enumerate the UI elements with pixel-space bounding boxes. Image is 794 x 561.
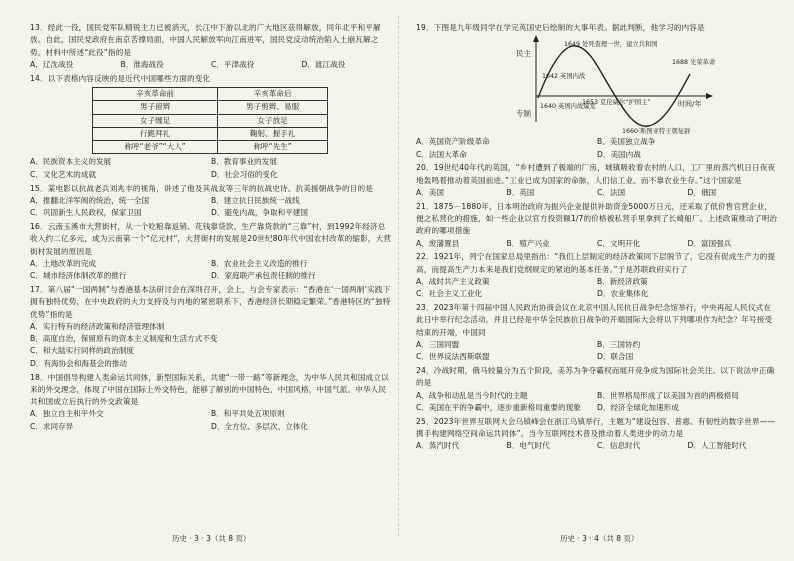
- table-cell: 称呼“老爷”“大人”: [93, 141, 218, 154]
- option-c: C．和大陆实行同样的政治制度: [30, 346, 135, 356]
- question-18-options: [30, 408, 392, 433]
- option-a: A．废藩置县: [416, 238, 460, 248]
- option-a: A．推翻北洋军阀的统治，统一全国: [30, 195, 150, 205]
- question-17-stem: 17．第八届“一国两制”与香港基本法研讨会在深圳召开，会上，与会专家表示：“香港在‘一国两制’实践下拥有独特优势，在中央政府的大力支持及与内地的紧密联系下，香港经济长期稳定繁荣。”香港特区的“独特优势”指的是: [30, 284, 391, 319]
- question-13-options: [30, 59, 392, 71]
- table-row: [93, 114, 328, 127]
- question-24-stem: 24．冷战时期，俄马较量分为五个阶段，美苏为争夺霸权而展开竞争成为国际社会关注。以下说法中正确的是: [416, 366, 775, 388]
- table-row: [93, 127, 328, 140]
- option-d: D．联合国: [597, 352, 634, 362]
- option-a: A．独立自主和平外交: [30, 409, 104, 419]
- option-b: B．和平共处五项原则: [211, 409, 285, 419]
- table-row: [93, 141, 328, 154]
- table-row: [93, 101, 328, 114]
- question-18: [30, 372, 392, 433]
- question-15: [30, 183, 392, 220]
- table-header: 辛亥革命前: [93, 87, 218, 100]
- event-1642: 1642 英国内战: [542, 73, 586, 81]
- table-header: 辛亥革命后: [218, 87, 328, 100]
- option-a: A．战时共产主义政策: [416, 277, 490, 287]
- option-b: B．美国独立战争: [597, 137, 656, 147]
- table-header-row: [93, 87, 328, 100]
- y-axis-top-label: 民主: [516, 49, 531, 59]
- question-19: [416, 22, 778, 161]
- question-15-options: [30, 195, 392, 220]
- question-15-stem: 15．某电影以抗战老兵刘兆丰的视角，讲述了他及其战友等三年的抗战史诗。抗美援朝战争的目的是: [30, 183, 373, 193]
- option-a: A．蒸汽时代: [416, 441, 460, 451]
- option-d: D．社会习俗的变化: [211, 169, 278, 179]
- option-b: B．三国协约: [597, 340, 641, 350]
- option-a: A．土地改革的完成: [30, 258, 96, 268]
- option-c: C．平津战役: [211, 59, 255, 69]
- option-d: D．有海协会和海基会的推动: [30, 358, 127, 368]
- option-b: B．世界格局形成了以美国为首的两极格局: [597, 390, 739, 400]
- trend-curve: [538, 46, 690, 126]
- question-22: [416, 251, 778, 300]
- option-d: D．富国强兵: [687, 238, 732, 248]
- option-d: D．美国内战: [597, 149, 641, 159]
- question-13: [30, 22, 392, 71]
- question-23-stem: 23．2023年第十四届中国人民政治协商会议在北京中国人民抗日战争纪念馆举行，中央再起人民仪式在此日中举行纪念活动，并且已经是中华全民族抗日战争的开端国际大会将以下列哪项作为纪念？年号接受结束的开端，中国同: [416, 303, 773, 337]
- question-25-stem: 25．2023年世界互联网大会乌镇峰会在浙江乌镇举行，主题为“建设包容、普惠、有韧性的数字世界——携手构建网络空间命运共同体”。当今互联网技术普及推动着人类进步的动力是: [416, 416, 776, 439]
- option-c: C．求同存异: [30, 421, 74, 431]
- option-c: C．文明开化: [597, 238, 641, 248]
- option-c: C．信息时代: [597, 441, 641, 451]
- question-19-stem: 19．下图是九年级同学在学完英国史后绘制的大事年表。据此判断，他学习的内容是: [416, 23, 705, 32]
- option-a: A．战争和动乱是当今时代的主题: [416, 390, 528, 400]
- option-d: D．全方位、多层次、立体化: [211, 421, 308, 431]
- question-16-stem: 16．云南玉溪市大营街村，从一个吃粮靠返销、花钱靠贷款、生产靠贷款的“三靠”村，到1992年经济总收入约二亿多元，成为云南第一个“亿元村”，大营街村的发展是20世纪80年代中国农村改革的缩影，大营街村发展的原因是: [30, 221, 392, 256]
- option-d: D．家庭联产承包责任制的推行: [211, 271, 316, 281]
- table-cell: 行跪拜礼: [93, 127, 218, 140]
- question-18-stem: 18．中国倡导构建人类命运共同体，新型国际关系，共建“一带一路”等新理念，为中华人民共和国成立以来的外交理念，体现了中国在国际上外交特色，能够了解别的中国特色，中国风格，中国气派。中华人民共和国成立后执行的外交政策是: [30, 372, 389, 407]
- question-22-stem: 22．1921年，列宁在国家总局里指出：“我们上层制定的经济政策同下层脱节了，它没有促成生产力的提高，而提高生产力本来是我们党纲规定的紧迫的基本任务。”于是苏联政府实行了: [416, 252, 776, 274]
- table-cell: 女子放足: [218, 114, 328, 127]
- option-d: D．经济全球化加速形成: [597, 403, 679, 413]
- question-17: [30, 284, 392, 370]
- table-cell: 女子缠足: [93, 114, 218, 127]
- x-axis-label: 时间/年: [678, 100, 702, 109]
- page-footer-right: 历史 · 3 · 4（共 8 页）: [560, 534, 639, 543]
- timeline-svg: [416, 34, 756, 134]
- option-c: C．社会主义工业化: [416, 289, 483, 299]
- option-b: B．新经济政策: [597, 277, 648, 287]
- question-14-stem: 14．以下表格内容反映的是近代中国哪些方面的变化: [30, 73, 211, 83]
- question-21-stem: 21．1875－1880年，日本明治政府为振兴企业提供补助资金5000万日元，还采取了低价售官营企业，便之私营化的措施，如一些企业以官方投资额1/7的价格被私营手里拿到了长崎船厂。上述政策推动了明治政府的哪项措施: [416, 201, 778, 236]
- y-axis-arrow: [533, 35, 539, 42]
- option-b: B．淮海战役: [120, 59, 164, 69]
- option-c: C．文化艺术的成就: [30, 169, 97, 179]
- option-c: C．巩固新生人民政权，保家卫国: [30, 208, 142, 218]
- timeline-chart: [416, 34, 756, 134]
- question-14: [30, 73, 392, 181]
- option-c: C．城市经济体制改革的推行: [30, 271, 127, 281]
- left-page: [30, 22, 392, 435]
- question-25: [416, 416, 778, 453]
- option-b: B．高度自治，保留原有的资本主义制度和生活方式不变: [30, 334, 218, 344]
- question-19-options: [416, 136, 778, 161]
- question-22-options: [416, 276, 778, 301]
- option-d: D．人工智能时代: [687, 441, 747, 451]
- option-b: B．电气时代: [506, 441, 550, 451]
- question-23: [416, 302, 778, 363]
- option-c: C．美国在平的争霸中，逐步重新格局重要的现象: [416, 403, 581, 413]
- option-d: D．俄国: [687, 187, 717, 197]
- option-a: A．实行特有的经济政策和经济管理体制: [30, 321, 165, 331]
- question-16-options: [30, 258, 392, 283]
- option-b: B．建立抗日民族统一战线: [211, 195, 300, 205]
- comparison-table: [92, 87, 328, 154]
- option-b: B．殖产兴业: [506, 238, 550, 248]
- option-a: A．英国资产阶级革命: [416, 137, 490, 147]
- x-axis-arrow: [706, 93, 713, 99]
- question-24: [416, 365, 778, 414]
- table-cell: 男子剪辫、易服: [218, 101, 328, 114]
- event-1688: 1688 光荣革命: [672, 59, 716, 67]
- event-1649: 1649 处死查理一世，建立共和国: [564, 41, 658, 49]
- option-d: D．渡江战役: [301, 59, 346, 69]
- page-divider: [398, 16, 399, 536]
- question-17-options: [30, 321, 392, 370]
- table-cell: 男子留辫: [93, 101, 218, 114]
- page-footer-left: 历史 · 3 · 3（共 8 页）: [172, 534, 251, 543]
- question-21: [416, 201, 778, 250]
- option-b: B．农业社会主义改造的推行: [211, 258, 308, 268]
- question-23-options: [416, 339, 778, 364]
- option-d: D．避免内战，争取和平建国: [211, 208, 308, 218]
- option-a: A．三国同盟: [416, 340, 460, 350]
- question-20-stem: 20．19世纪40年代的英国，“乡村遭到了极端的厂房，城镇吸收着农村的人口，工厂里的蒸汽机日日夜夜地轰鸣着推动着英国前进。”工业已成为国家的命脉，人们信工业、而不靠农业生存。”这个国家是: [416, 163, 776, 185]
- question-16: [30, 221, 392, 282]
- option-c: C．法国: [597, 187, 626, 197]
- question-20-options: [416, 187, 778, 199]
- option-d: D．农业集体化: [597, 289, 649, 299]
- event-1660: 1660 斯图亚特王朝复辟: [622, 128, 691, 135]
- y-axis-bottom-label: 专制: [516, 109, 531, 119]
- option-b: B．教育事业的发展: [211, 157, 277, 167]
- right-page: [416, 22, 778, 454]
- event-1640: 1640 英国内战爆发: [540, 103, 596, 111]
- option-a: A．辽沈战役: [30, 59, 74, 69]
- option-a: A．民族资本主义的发展: [30, 157, 112, 167]
- question-20: [416, 162, 778, 199]
- table-cell: 称呼“先生”: [218, 141, 328, 154]
- option-c: C．法国大革命: [416, 149, 467, 159]
- option-c: C．世界反法西斯联盟: [416, 352, 490, 362]
- question-25-options: [416, 440, 778, 452]
- question-24-options: [416, 390, 778, 415]
- option-b: B．英国: [506, 187, 535, 197]
- event-1653: 1653 克伦威尔“护国主”: [582, 99, 651, 107]
- option-a: A．美国: [416, 187, 444, 197]
- question-14-options: [30, 156, 392, 181]
- question-21-options: [416, 238, 778, 250]
- table-cell: 鞠躬、握手礼: [218, 127, 328, 140]
- question-13-stem: 13．经此一役，国民党军队精锐主力已被消灭，长江中下游以北的广大地区获得解放，同年北平和平解放。自此，国民党政府在南京苦撑局面，中国人民解放军向江南进军，国民党反动统治陷入土崩瓦解之势。材料中所述“此役”指的是: [30, 23, 381, 57]
